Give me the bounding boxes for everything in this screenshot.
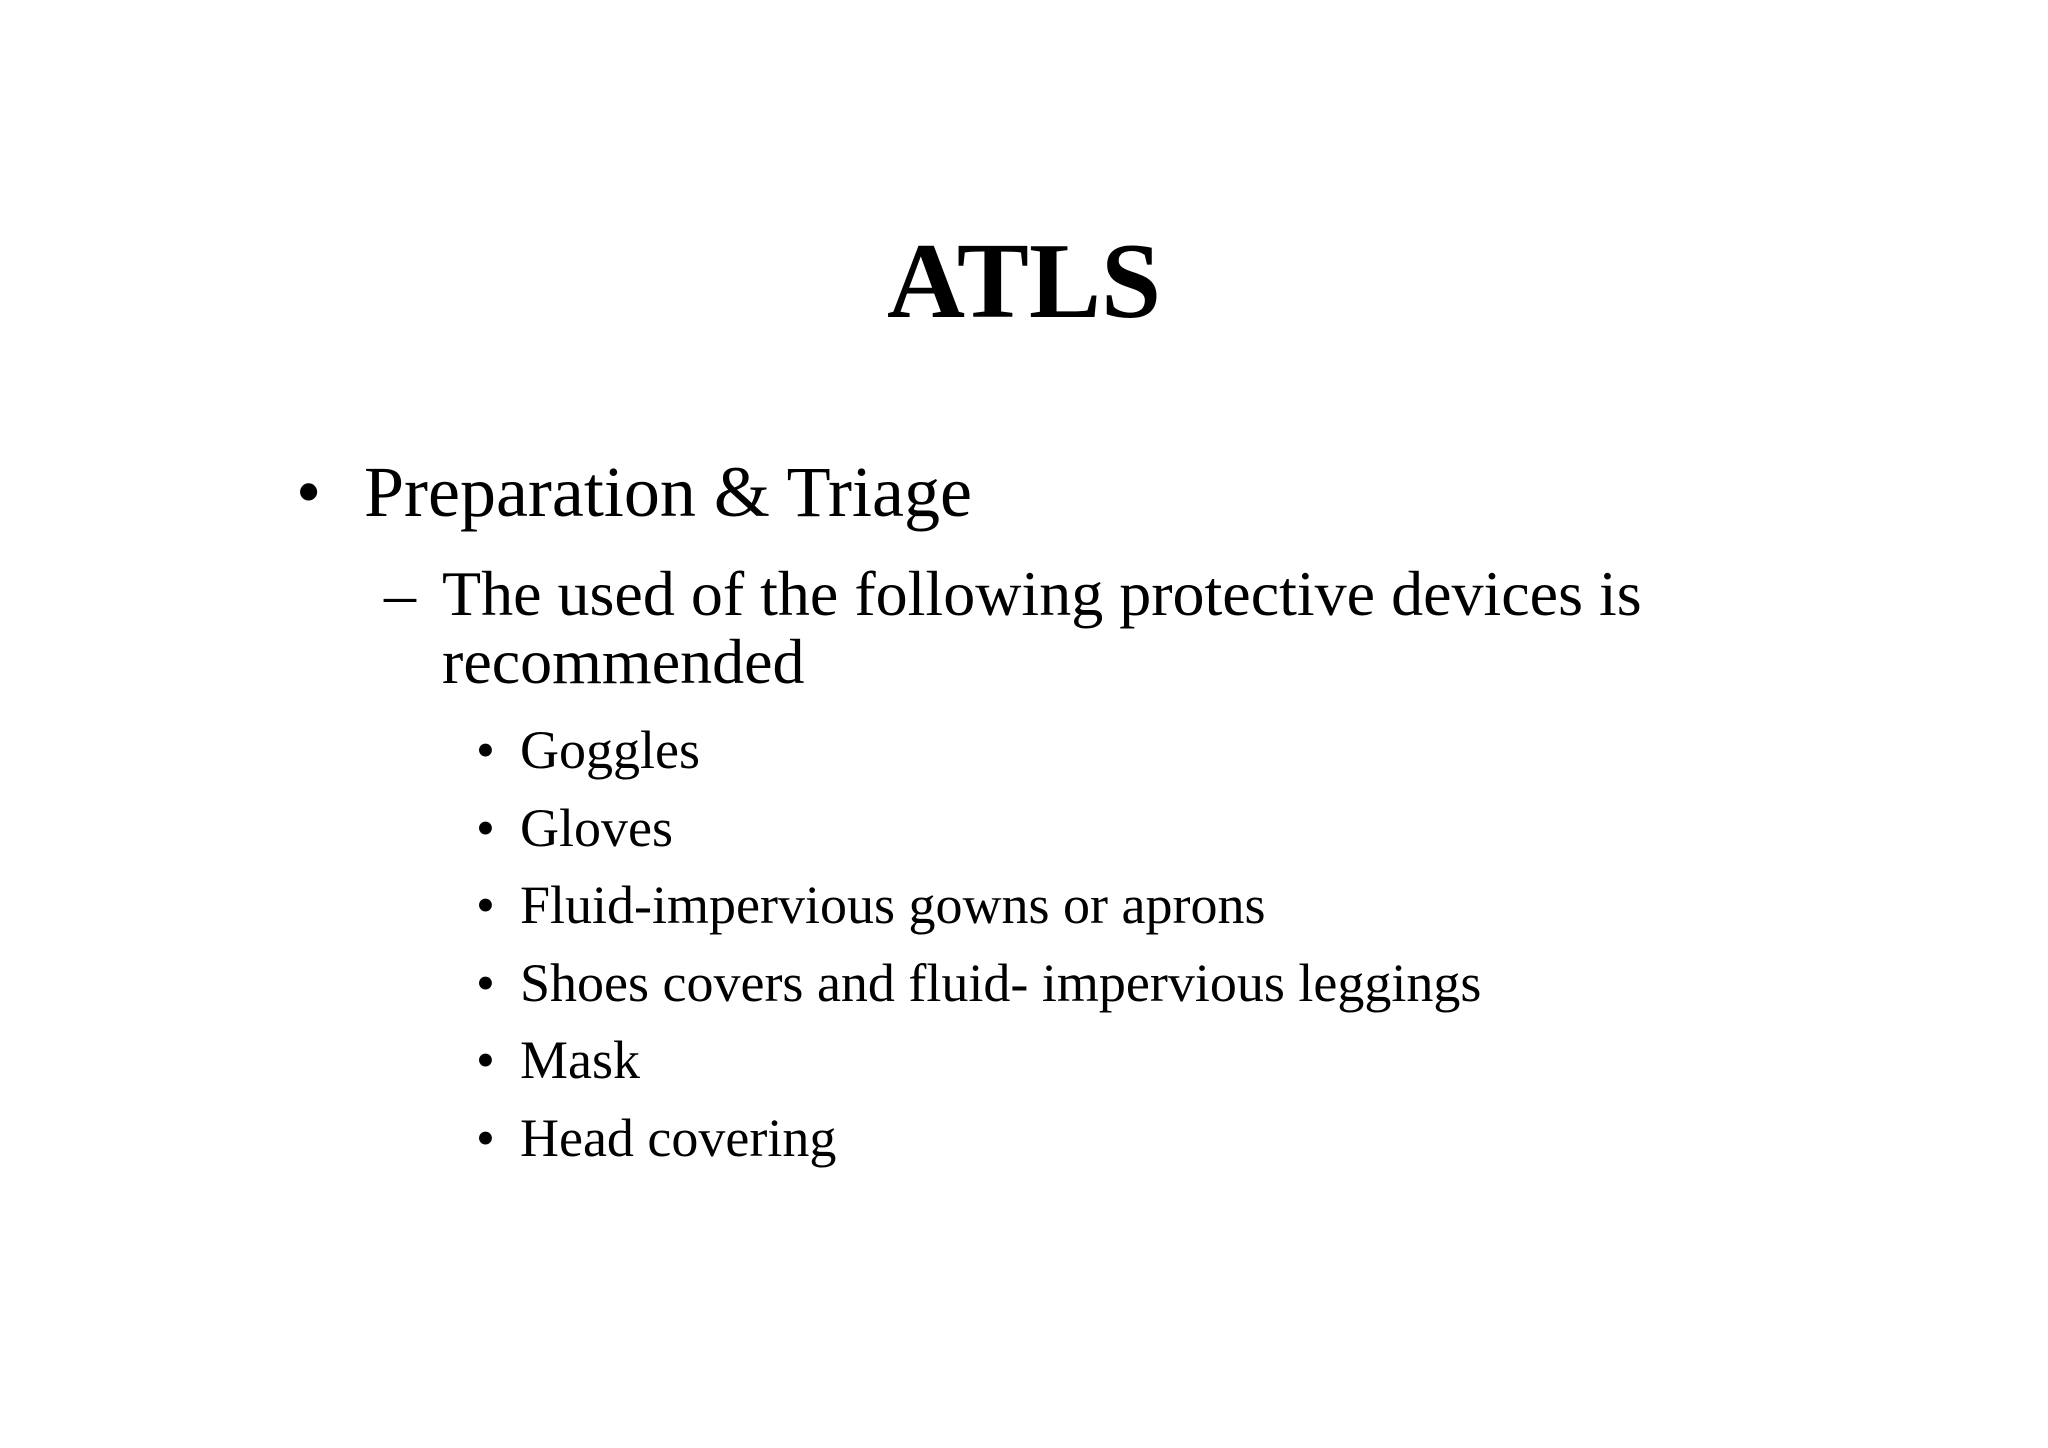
list-item bbox=[476, 867, 1481, 945]
level2-item bbox=[384, 560, 1804, 696]
list-item bbox=[476, 945, 1481, 1023]
list-item bbox=[476, 1100, 1481, 1178]
level2-text: The used of the following protective devices is recommended bbox=[442, 558, 1642, 697]
bullet-icon: • bbox=[296, 452, 322, 532]
list-item-text: Gloves bbox=[520, 797, 673, 858]
list-item bbox=[476, 712, 1481, 790]
list-item bbox=[476, 790, 1481, 868]
bullet-icon: • bbox=[476, 797, 495, 858]
list-item-text: Mask bbox=[520, 1030, 640, 1090]
slide-title: ATLS bbox=[886, 222, 1162, 341]
list-item-text: Shoes covers and fluid- impervious leggings bbox=[520, 952, 1482, 1013]
bullet-icon: • bbox=[476, 1107, 495, 1168]
bullet-icon: • bbox=[476, 952, 495, 1013]
level1-text: Preparation & Triage bbox=[364, 452, 972, 532]
bullet-icon: • bbox=[476, 1030, 495, 1090]
list-item-text: Goggles bbox=[520, 720, 700, 780]
bullet-icon: • bbox=[476, 720, 495, 780]
list-item-text: Head covering bbox=[520, 1107, 837, 1168]
list-item-text: Fluid-impervious gowns or aprons bbox=[520, 875, 1266, 935]
list-item bbox=[476, 1022, 1481, 1100]
bullet-icon: • bbox=[476, 875, 495, 935]
dash-icon: – bbox=[384, 558, 416, 629]
level3-list bbox=[476, 712, 1481, 1177]
